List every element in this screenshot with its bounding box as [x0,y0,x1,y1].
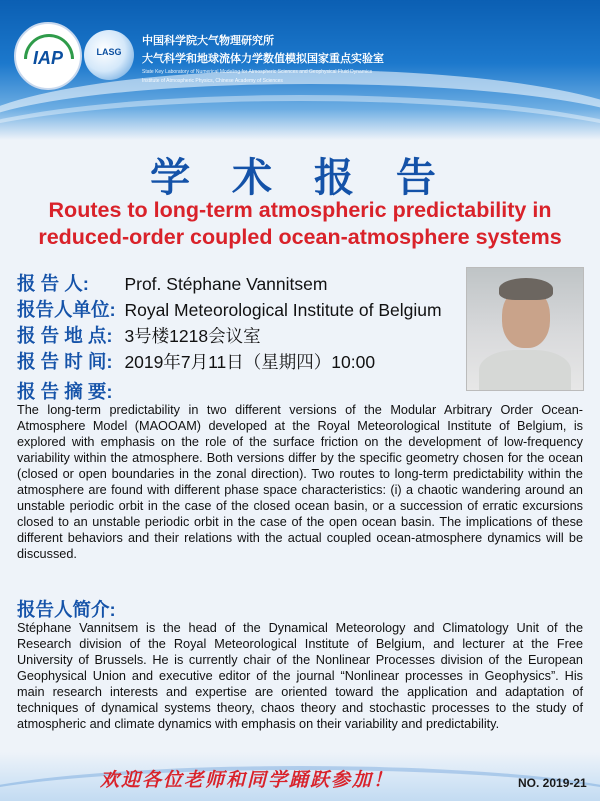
institute-name-en: Institute of Atmospheric Physics, Chinese Academy of Sciences [142,78,283,84]
institute-block [142,32,384,84]
main-title: 学 术 报 告 [150,154,450,201]
speaker-hair [499,278,553,300]
talk-title [10,197,590,251]
abstract-heading: 报 告 摘 要: [17,381,113,402]
welcome-slogan: 欢迎各位老师和同学踊跃参加！ [100,769,395,791]
lasg-logo [84,30,134,80]
speaker-shirt [479,350,571,391]
info-value-affiliation: Royal Meteorological Institute of Belgium [124,300,442,320]
info-row-speaker [17,271,442,297]
info-row-time [17,349,442,375]
bio-heading: 报告人简介: [17,599,116,620]
info-label-time: 报 告 时 间: [17,351,113,372]
info-row-affiliation [17,297,442,323]
info-row-location [17,323,442,349]
info-value-speaker: Prof. Stéphane Vannitsem [124,274,328,294]
info-value-location: 3号楼1218会议室 [124,326,261,346]
institute-name-cn: 中国科学院大气物理研究所 [142,35,274,47]
info-label-speaker: 报 告 人: [17,273,89,294]
talk-info [17,271,442,375]
header-banner [0,0,600,140]
lab-name-en: State Key Laboratory of Numerical Modeling for Atmospheric Sciences and Geophysical Fluid Dynamics [142,69,373,75]
abstract-text: The long-term predictability in two different versions of the Modular Arbitrary Order Ocean- Atmosphere Model (MAOOAM) developed at the Royal Meteorological Institute of Belgium, is explored with emphasis on the role of the surface friction on the development of low-frequency variability within the atmosphere. Both versions differ by the specific geometry chosen for the ocean (closed or open boundaries in the zonal direction). Two routes to long-term predictability within the atmosphere are found with different phase space characteristics: (i) a chaotic wandering around an unstable periodic orbit in the case of the closed ocean basin, or a succession of erratic excursions closed to an unstable periodic orbit in the case of the open ocean basin. The implications of these different behaviors and their relations with the actual coupled ocean-atmosphere dynamics will be discussed. [17,403,583,561]
iap-logo [14,22,82,90]
iap-logo-text: IAP [32,48,63,68]
talk-title-line2: reduced-order coupled ocean-atmosphere systems [38,225,562,249]
bio-text: Stéphane Vannitsem is the head of the Dynamical Meteorology and Climatology Unit of the Research division of the Royal Meteorological Institute of Belgium, and lecturer at the Free University of Brussels. He is currently chair of the Nonlinear Processes division of the European Geophysical Union and executive editor of the journal “Nonlinear processes in Geophysics”. His main research interests and expertise are oriented toward the application and adaptation of techniques of dynamical systems theory, chaos theory and stochastic processes to the study of atmospheric and climate dynamics with emphasis on their variability and predictability. [17,621,583,731]
lab-name-cn: 大气科学和地球流体力学数值模拟国家重点实验室 [142,53,384,65]
info-label-affiliation: 报告人单位: [17,299,116,320]
poster-number: NO. 2019-21 [518,776,587,790]
info-label-location: 报 告 地 点: [17,325,113,346]
talk-title-line1: Routes to long-term atmospheric predictability in [48,198,552,222]
lasg-logo-text: LASG [96,47,122,57]
speaker-photo [466,267,584,391]
info-value-time: 2019年7月11日（星期四）10:00 [124,352,376,372]
